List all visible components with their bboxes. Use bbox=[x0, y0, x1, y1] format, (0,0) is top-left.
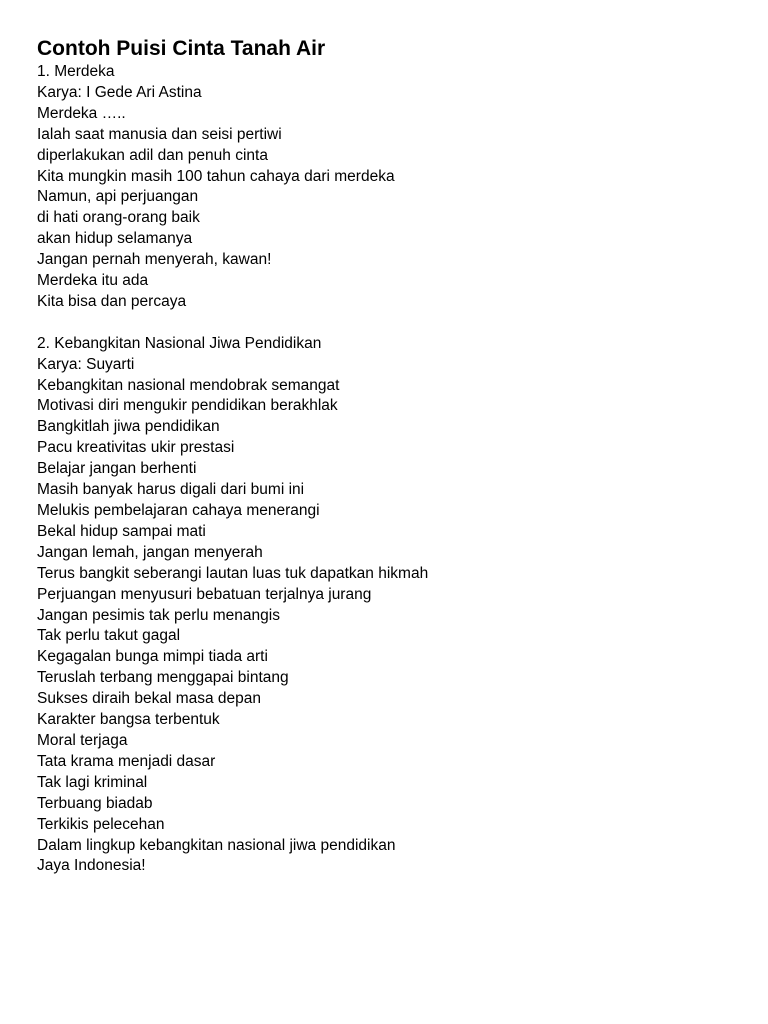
poem-line: Kegagalan bunga mimpi tiada arti bbox=[37, 648, 268, 666]
poem-line: Sukses diraih bekal masa depan bbox=[37, 690, 262, 708]
poem-heading: 2. Kebangkitan Nasional Jiwa Pendidikan bbox=[37, 334, 322, 352]
poem-line: Terus bangkit seberangi lautan luas tuk dapatkan hikmah bbox=[37, 564, 429, 582]
poem-line: Terbuang biadab bbox=[37, 794, 153, 812]
poem-line: Namun, api perjuangan bbox=[37, 188, 199, 206]
poem-line: Karakter bangsa terbentuk bbox=[37, 711, 220, 729]
poem-line: Pacu kreativitas ukir prestasi bbox=[37, 439, 235, 457]
poem-line: Jaya Indonesia! bbox=[37, 857, 146, 875]
poem-line: Dalam lingkup kebangkitan nasional jiwa pendidikan bbox=[37, 836, 396, 854]
poem-line: akan hidup selamanya bbox=[37, 230, 193, 248]
document-page bbox=[37, 36, 737, 877]
poem-line: Belajar jangan berhenti bbox=[37, 460, 197, 478]
poem-line: Kebangkitan nasional mendobrak semangat bbox=[37, 376, 340, 394]
poem-heading: 1. Merdeka bbox=[37, 63, 115, 80]
poem-line: Kita bisa dan percaya bbox=[37, 292, 187, 310]
poem-line: Jangan lemah, jangan menyerah bbox=[37, 543, 263, 561]
poem-merdeka bbox=[37, 62, 737, 313]
document-title: Contoh Puisi Cinta Tanah Air bbox=[37, 37, 326, 60]
poem-line: di hati orang-orang baik bbox=[37, 209, 200, 227]
poem-line: Masih banyak harus digali dari bumi ini bbox=[37, 481, 305, 499]
poem-line: Merdeka ….. bbox=[37, 104, 126, 122]
poem-line: Teruslah terbang menggapai bintang bbox=[37, 669, 289, 687]
poem-line: Terkikis pelecehan bbox=[37, 815, 165, 833]
poem-author: Karya: I Gede Ari Astina bbox=[37, 83, 202, 101]
poem-line: Merdeka itu ada bbox=[37, 272, 149, 290]
poem-line: Bekal hidup sampai mati bbox=[37, 522, 206, 540]
poem-author: Karya: Suyarti bbox=[37, 355, 135, 373]
poem-line: Kita mungkin masih 100 tahun cahaya dari merdeka bbox=[37, 167, 395, 185]
poem-line: Perjuangan menyusuri bebatuan terjalnya jurang bbox=[37, 585, 372, 603]
poem-line: Jangan pernah menyerah, kawan! bbox=[37, 251, 272, 269]
poem-line: Melukis pembelajaran cahaya menerangi bbox=[37, 502, 320, 520]
poem-line: Moral terjaga bbox=[37, 731, 128, 749]
poem-line: Tak lagi kriminal bbox=[37, 773, 148, 791]
poem-line: Tata krama menjadi dasar bbox=[37, 752, 216, 770]
poem-line: Bangkitlah jiwa pendidikan bbox=[37, 418, 220, 436]
poem-line: Jangan pesimis tak perlu menangis bbox=[37, 606, 280, 624]
poem-line: Tak perlu takut gagal bbox=[37, 627, 181, 645]
poem-line: Motivasi diri mengukir pendidikan berakhlak bbox=[37, 397, 338, 415]
poem-separator bbox=[37, 313, 737, 334]
poem-kebangkitan-nasional bbox=[37, 334, 737, 878]
poem-line: Ialah saat manusia dan seisi pertiwi bbox=[37, 125, 282, 143]
poem-line: diperlakukan adil dan penuh cinta bbox=[37, 146, 268, 164]
